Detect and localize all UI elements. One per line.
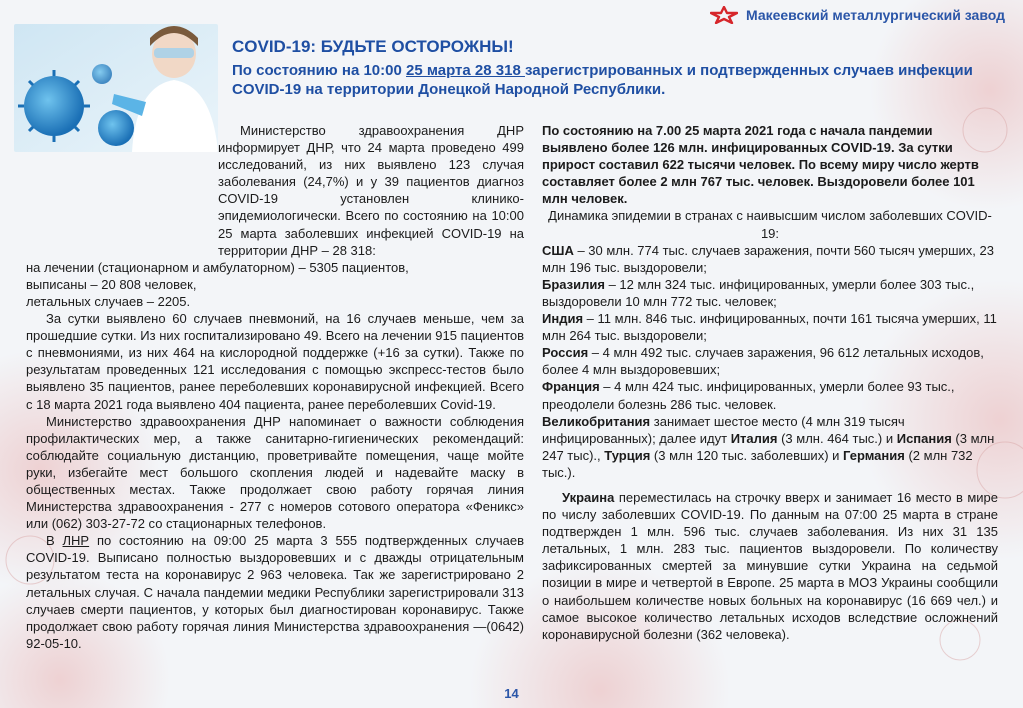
country-spain-name: Испания	[896, 430, 952, 446]
subtitle-pre: По состоянию на 10:00	[232, 62, 406, 79]
lnr-text: по состоянию на 09:00 25 марта 3 555 подтвержденных случаев COVID-19. Выписано полностью выздоровевших и с дважды отрицательным результатом теста на коронавирус 2 963 человека. Так же зарегистрировано 2 летальных случая. С начала пандемии медики Республики зарегистрировали 313 случаев смерти пациентов, у которых был диагностирован коронавирус. Также продолжает свою работу горячая линия Министерства здравоохранения —(0642) 92-05-10.	[26, 533, 524, 651]
pneumonia-paragraph: За сутки выявлено 60 случаев пневмоний, на 16 случаев меньше, чем за прошедшие сутки. Из них госпитализировано 49. Всего на лечении 915 пациентов с пневмониями, из них 464 на кислородной поддержке (+16 за сутки). Также по результатам проведенных 121 исследования с помощью экспресс-тестов было выявлено 35 пациентов, ранее переболевших коронавирусной инфекцией. Всего с 18 марта 2021 года выявлено 404 пациента, ранее переболевших Covid-19.	[26, 311, 524, 412]
country-france-text: – 4 млн 424 тыс. инфицированных, умерли более 93 тыс., преодолели болезнь 286 тыс. человек.	[542, 379, 955, 412]
dnr-deaths-line: летальных случаев – 2205.	[26, 293, 191, 309]
country-brazil-text: – 12 млн 324 тыс. инфицированных, умерли более 303 тыс., выздоровели 10 млн 772 тыс. человек;	[542, 276, 975, 309]
country-usa-name: США	[542, 242, 574, 258]
country-russia-text: – 4 млн 492 тыс. случаев заражения, 96 612 летальных исходов, более 4 млн выздоровевших;	[542, 345, 984, 378]
country-turkey-name: Турция	[604, 447, 651, 463]
right-column	[542, 122, 998, 643]
country-germany-text: (2 млн 732 тыс.).	[542, 447, 973, 480]
country-brazil	[542, 276, 998, 310]
country-russia	[542, 344, 998, 378]
lnr-pre: В	[46, 533, 63, 549]
lnr-paragraph	[26, 532, 524, 652]
star-logo-icon	[710, 6, 738, 24]
country-turkey-text: (3 млн 120 тыс. заболевших) и	[650, 447, 844, 463]
page-number: 14	[504, 686, 519, 701]
company-name: Макеевский металлургический завод	[745, 7, 1005, 23]
company-logo	[710, 4, 1005, 26]
dnr-discharged-line: выписаны – 20 808 человек,	[26, 276, 197, 292]
country-india-name: Индия	[542, 311, 584, 327]
prevention-paragraph: Министерство здравоохранения ДНР напоминает о важности соблюдения профилактических мер, а также санитарно-гигиенических рекомендаций: соблюдайте социальную дистанцию, проветривайте помещения, чаще мойте руки, избегайте мест большого скопления людей и надевайте маску в общественных местах. Также продолжает свою работу горячая линия Министерства здравоохранения - 277 с номеров сотового оператора «Феникс» или (062) 303-27-72 со стационарных телефонов.	[26, 413, 524, 532]
lnr-link[interactable]: ЛНР	[62, 533, 90, 549]
country-india	[542, 310, 998, 344]
ukraine-paragraph	[542, 489, 998, 643]
country-spain-text: (3 млн 247 тыс).,	[542, 430, 995, 463]
country-ukraine-name: Украина	[562, 489, 615, 505]
page-title: COVID-19: БУДЬТЕ ОСТОРОЖНЫ!	[232, 37, 514, 56]
country-uk-name: Великобритания	[542, 413, 651, 429]
country-germany-name: Германия	[843, 447, 905, 463]
country-usa-text: – 30 млн. 774 тыс. случаев заражения, почти 560 тысяч умерших, 23 млн 196 тыс. выздоровели;	[542, 242, 994, 275]
dnr-ministry-paragraph: Министерство здравоохранения ДНР информирует ДНР, что 24 марта проведено 499 исследований, из них выявлено 123 случая заболевания (24,7%) и у 39 пациентов диагноз COVID-19 установлен клинико-эпидемиологически. Всего по состоянию на 10:00 25 марта заболевших инфекцией COVID-19 на территории ДНР – 28 318:	[218, 123, 524, 258]
country-brazil-name: Бразилия	[542, 276, 605, 292]
country-ukraine-text: переместилась на строчку вверх и занимает 16 место в мире по числу заболевших COVID-19. По данным на 07:00 25 марта в стране подтвержден 1 млн. 596 тыс. случаев заболевания. Из них 31 135 летальных, 1 млн. 283 тыс. пациентов выздоровели. По количеству зафиксированных смертей за минувшие сутки Украина на седьмой позиции в мире и четвертой в Европе. 25 марта в МОЗ Украины сообщили о наибольшем количестве новых больных на коронавирус (16 669 чел.) и самое высокое количество летальных исходов вследствие осложнений коронавирусной болезни (362 человека).	[542, 489, 998, 642]
country-italy-name: Италия	[730, 430, 778, 446]
left-column	[26, 122, 524, 652]
country-india-text: – 11 млн. 846 тыс. инфицированных, почти 161 тысяча умерших, 11 млн 264 тыс. выздоровели;	[542, 311, 997, 344]
country-france-name: Франция	[542, 379, 600, 395]
page-subtitle	[232, 61, 1012, 99]
country-uk-text: занимает шестое место (4 млн 319 тысяч инфицированных); далее идут	[542, 413, 905, 446]
country-usa	[542, 242, 998, 276]
country-france	[542, 378, 998, 412]
world-summary-paragraph: По состоянию на 7.00 25 марта 2021 года с начала пандемии выявлено более 126 млн. инфицированных COVID-19. За сутки прирост составил 622 тысячи человек. По всему миру число жертв составляет более 2 млн 767 тыс. человек. Выздоровели более 101 млн человек.	[542, 123, 979, 207]
subtitle-post: зарегистрированных и подтвержденных случаев инфекции COVID-19 на территории Донецкой Народной Республики.	[232, 62, 973, 98]
country-russia-name: Россия	[542, 345, 589, 361]
dynamics-heading: Динамика эпидемии в странах с наивысшим числом заболевших COVID-19:	[548, 208, 992, 241]
country-others	[542, 413, 998, 481]
subtitle-date-count: 25 марта 28 318	[406, 62, 525, 79]
dnr-treatment-line: на лечении (стационарном и амбулаторном) – 5305 пациентов,	[26, 259, 409, 275]
country-italy-text: (3 млн. 464 тыс.) и	[777, 430, 897, 446]
